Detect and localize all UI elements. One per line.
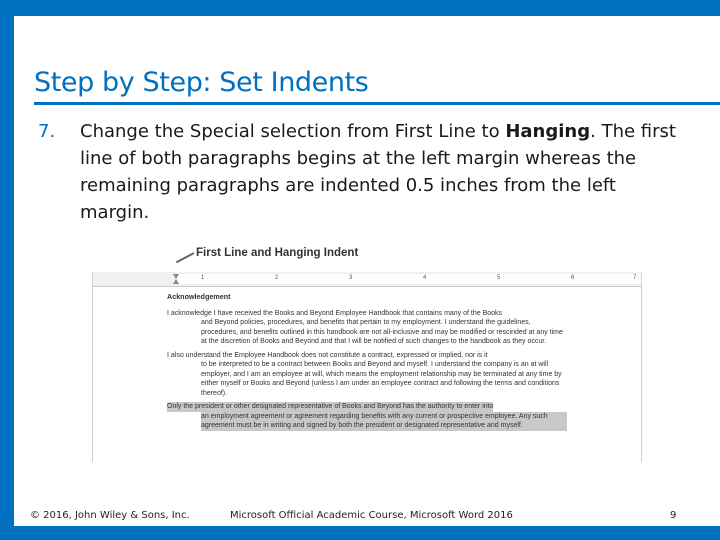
footer-page-number: 9 <box>670 510 677 521</box>
footer-copyright: © 2016, John Wiley & Sons, Inc. <box>30 510 190 521</box>
callout-leader-line <box>176 252 195 263</box>
ruler-tick: 5 <box>497 275 501 281</box>
step-item <box>38 118 678 226</box>
ruler-tick: 4 <box>423 275 427 281</box>
ruler-tick: 1 <box>201 275 205 281</box>
paragraph-hanging-lines: and Beyond policies, procedures, and benefits that pertain to my employment. I understand the guidelines, procedures, and benefits outlined in this handbook are not all-inclusive and may be modified or rescinded at any time at the discretion of Books and Beyond and that I will be notified of such changes to the handbook as they occur. <box>201 319 563 345</box>
paragraph-first-line: I acknowledge I have received the Books and Beyond Employee Handbook that contains many of the Books <box>167 309 503 317</box>
figure-callout: First Line and Hanging Indent <box>196 247 359 259</box>
paragraph-first-line: Only the president or other designated representative of Books and Beyond has the authority to enter into <box>167 403 494 410</box>
step-text-before: Change the Special selection from First Line to <box>80 121 506 142</box>
ruler-tick: 7 <box>633 275 637 281</box>
ruler-tick: 6 <box>571 275 575 281</box>
document-paragraph-selected <box>167 402 567 431</box>
ruler <box>93 272 641 287</box>
document-heading: Acknowledgement <box>167 292 231 301</box>
document-page <box>167 292 567 433</box>
slide-title: Step by Step: Set Indents <box>34 67 369 98</box>
paragraph-first-line: I also understand the Employee Handbook does not constitute a contract, expressed or implied, nor is it <box>167 351 488 359</box>
step-text <box>80 118 678 226</box>
title-underline <box>34 102 720 105</box>
step-emphasis: Hanging <box>505 121 591 142</box>
ruler-tick: 2 <box>275 275 279 281</box>
step-number: 7. <box>38 121 56 142</box>
document-paragraph <box>167 309 567 347</box>
document-paragraph <box>167 351 567 399</box>
step-text-after: . The first line of both paragraphs begins at the left margin whereas the remaining paragraphs are indented 0.5 inches from the left margin. <box>80 121 676 223</box>
ruler-tick: 3 <box>349 275 353 281</box>
paragraph-hanging-lines: an employment agreement or agreement regarding benefits with any current or prospective employee. Any such agreement must be in writing and signed by both the president or designated representative and myself. <box>201 412 567 431</box>
footer-course: Microsoft Official Academic Course, Microsoft Word 2016 <box>230 510 513 521</box>
document-screenshot <box>92 272 642 462</box>
slide <box>14 16 720 526</box>
paragraph-hanging-lines: to be interpreted to be a contract between Books and Beyond and myself. I understand the company is an at will employer, and I am an employee at will, which means the employment relationship may be terminated at any time by either myself or Books and Beyond (unless I am under an employee contract and following the terms and conditions thereof). <box>201 361 562 397</box>
